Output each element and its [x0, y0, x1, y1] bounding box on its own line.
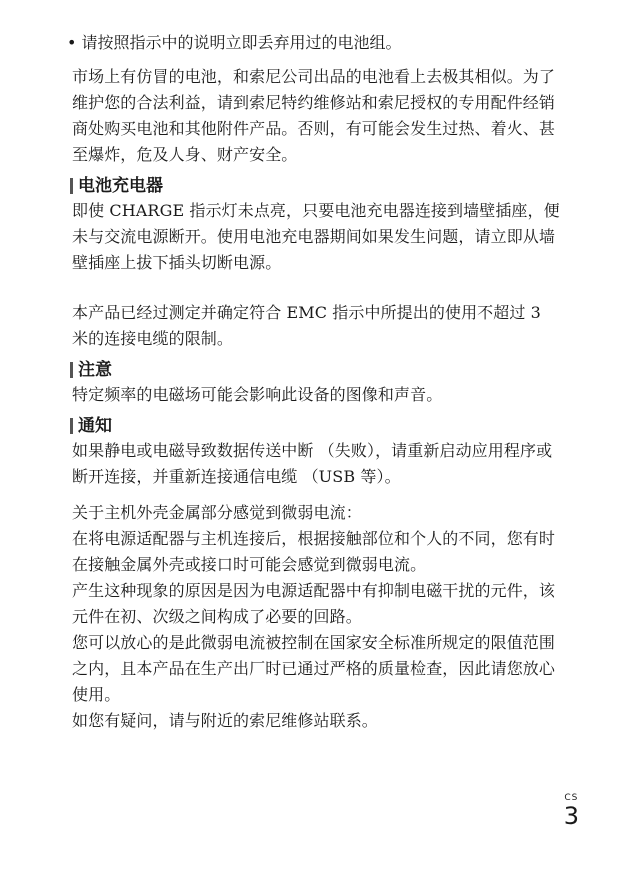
language-code: CS	[564, 793, 579, 803]
emc-paragraph: 本产品已经过测定并确定符合 EMC 指示中所提出的使用不超过 3 米的连接电缆的限制。	[72, 303, 541, 348]
page-number	[564, 793, 579, 829]
section-title: 电池充电器	[78, 176, 163, 196]
heading-bar-icon	[70, 362, 73, 378]
counterfeit-battery-warning: 市场上有仿冒的电池，和索尼公司出品的电池看上去极其相似。为了维护您的合法利益，请到索尼特约维修站和索尼授权的专用配件经销商处购买电池和其他附件产品。否则，有可能会发生过热、着火、甚至爆炸，危及人身、财产安全。	[72, 67, 556, 164]
section-heading-charger	[70, 174, 562, 198]
notice-paragraph: 如果静电或电磁导致数据传送中断 （失败），请重新启动应用程序或断开连接，并重新连接通信电缆 （USB 等）。	[72, 441, 553, 486]
manual-page	[67, 30, 562, 734]
heading-bar-icon	[70, 418, 73, 434]
section-title: 通知	[78, 416, 112, 436]
current-paragraph: 在将电源适配器与主机连接后，根据接触部位和个人的不同，您有时在接触金属外壳或接口时可能会感觉到微弱电流。	[72, 529, 556, 574]
current-paragraph: 如您有疑问，请与附近的索尼维修站联系。	[72, 711, 378, 730]
section-heading-notice	[70, 414, 562, 438]
section-title: 注意	[78, 360, 112, 380]
section-heading-caution	[70, 358, 562, 382]
battery-disposal-note: • 请按照指示中的说明立即丢弃用过的电池组。	[67, 33, 402, 52]
page-number-value: 3	[563, 802, 579, 830]
current-intro: 关于主机外壳金属部分感觉到微弱电流：	[72, 503, 362, 522]
current-paragraph: 您可以放心的是此微弱电流被控制在国家安全标准所规定的限值范围之内，且本产品在生产出厂时已通过严格的质量检查，因此请您放心使用。	[72, 633, 556, 704]
heading-bar-icon	[70, 178, 73, 194]
caution-paragraph: 特定频率的电磁场可能会影响此设备的图像和声音。	[72, 385, 443, 404]
charger-paragraph: 即使 CHARGE 指示灯未点亮，只要电池充电器连接到墙壁插座，便未与交流电源断开。使用电池充电器期间如果发生问题，请立即从墙壁插座上拔下插头切断电源。	[72, 201, 560, 272]
current-paragraph: 产生这种现象的原因是因为电源适配器中有抑制电磁干扰的元件，该元件在初、次级之间构成了必要的回路。	[72, 581, 556, 626]
